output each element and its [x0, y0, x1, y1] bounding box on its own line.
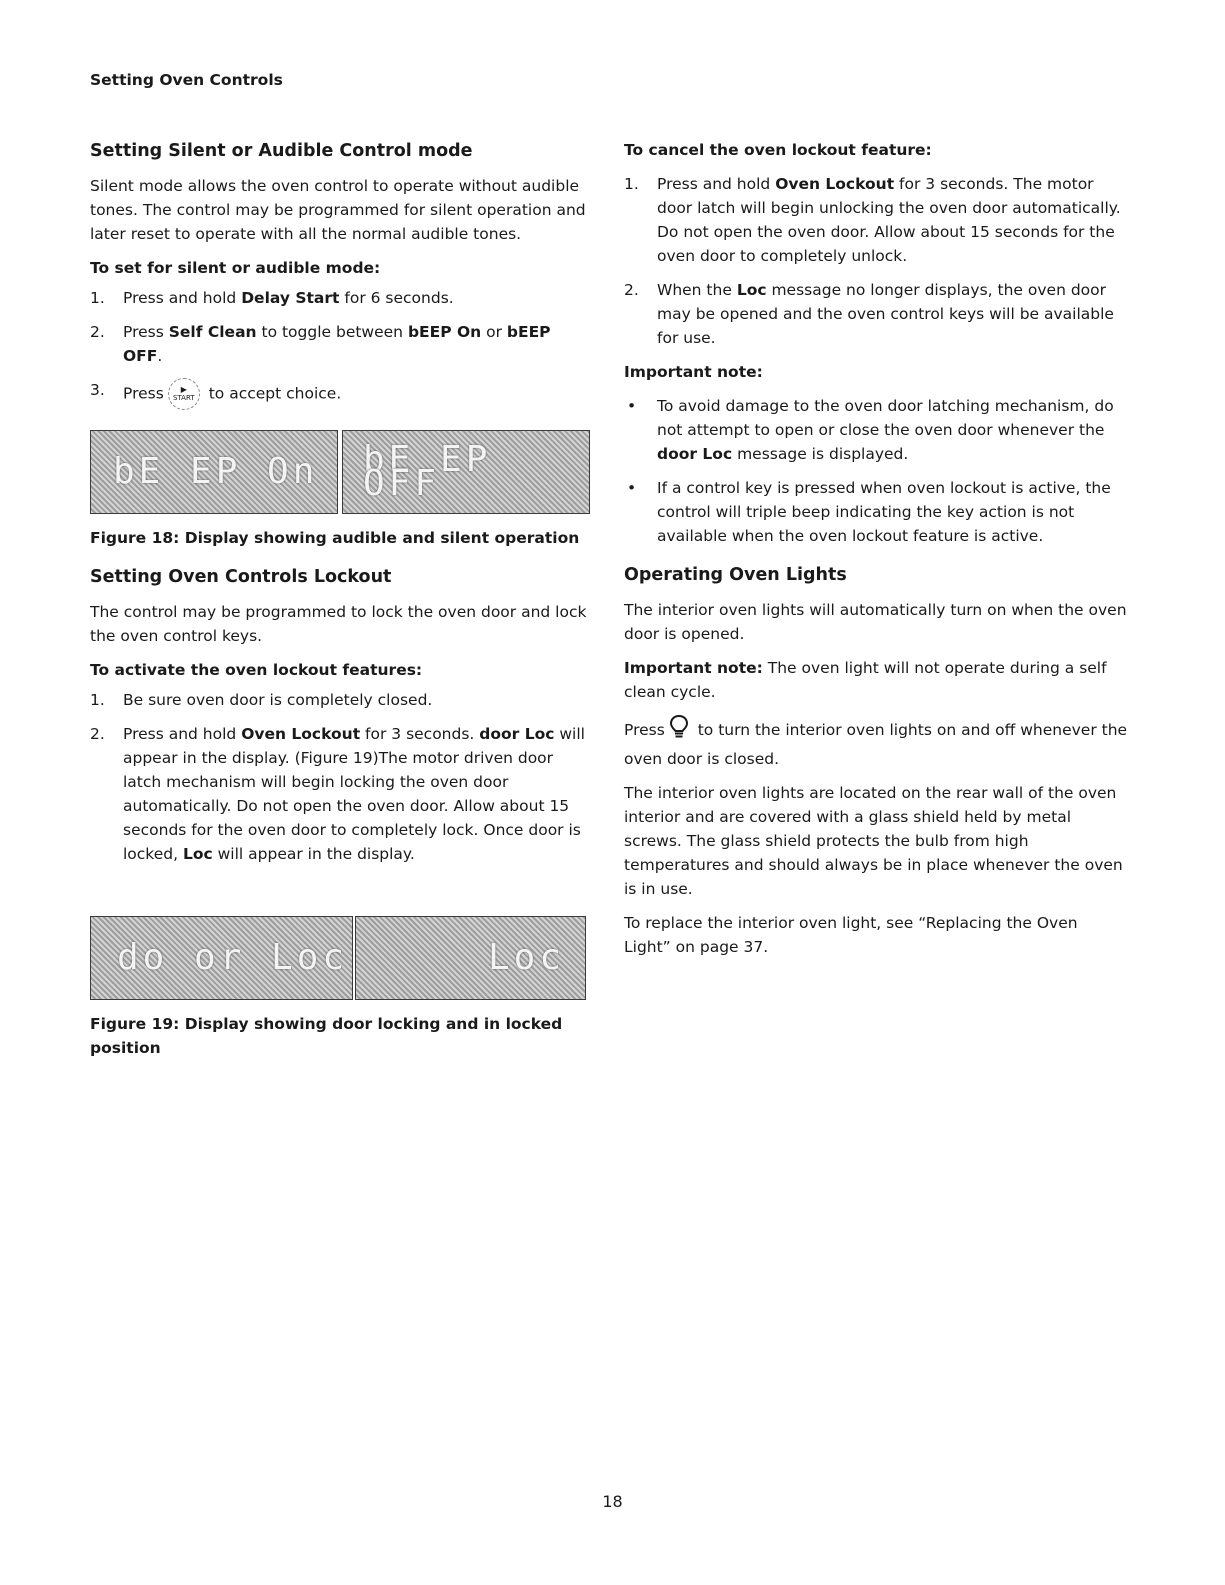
lights-paragraph-5: To replace the interior oven light, see “Replacing the Oven Light” on page 37. — [624, 914, 1078, 956]
display-loc — [355, 916, 586, 1000]
step-text: to accept choice. — [203, 384, 342, 403]
start-button-icon — [168, 378, 200, 410]
step-text: When the — [657, 281, 737, 299]
display-text: Loc — [182, 845, 213, 863]
step-text: or — [481, 323, 507, 341]
play-icon: ▶ — [180, 385, 187, 394]
step-number: 2. — [90, 323, 105, 341]
step-text: to toggle between — [256, 323, 408, 341]
heading-lockout: Setting Oven Controls Lockout — [90, 567, 392, 587]
step-number: 2. — [624, 281, 639, 299]
step-text: for 3 seconds. The motor door latch will begin unlocking the oven door automatically. Do not open the oven door. Allow about 15 seconds for the oven door to completely unlock. — [657, 175, 1121, 265]
note-text: The oven light will not operate during a self clean cycle. — [624, 659, 1107, 701]
running-head: Setting Oven Controls — [90, 71, 283, 89]
light-bulb-icon — [669, 714, 689, 747]
display-text: Loc — [736, 281, 767, 299]
lights-text: to turn the interior oven lights on and off whenever the oven door is closed. — [624, 721, 1128, 768]
step-text: Press and hold — [123, 725, 242, 743]
display-readout: do or Loc — [117, 937, 349, 978]
note-label: Important note: — [624, 659, 763, 677]
display-text: door Loc — [657, 445, 733, 463]
silent-mode-paragraph: Silent mode allows the oven control to operate without audible tones. The control may be programmed for silent operation and later reset to operate with all the normal audible tones. — [90, 177, 586, 243]
step-text: Press — [123, 323, 169, 341]
step-number: 1. — [90, 289, 105, 307]
left-column — [90, 138, 590, 1074]
key-name: Delay Start — [241, 289, 340, 307]
cancel-lockout-steps — [624, 172, 1129, 350]
list-item — [624, 278, 1129, 350]
key-name: Oven Lockout — [775, 175, 895, 193]
step-number: 1. — [90, 691, 105, 709]
list-item — [90, 688, 590, 712]
step-number: 2. — [90, 725, 105, 743]
start-button-label: START — [172, 394, 195, 402]
figure-18-displays — [90, 430, 590, 514]
step-text: Be sure oven door is completely closed. — [123, 691, 433, 709]
lights-paragraph-1: The interior oven lights will automatically turn on when the oven door is opened. — [624, 601, 1127, 643]
figure-19-caption: Figure 19: Display showing door locking and in locked position — [90, 1015, 563, 1057]
list-item — [90, 320, 590, 368]
display-text: bEEP On — [407, 323, 482, 341]
lights-text: Press — [624, 721, 665, 739]
display-readout: bE EP On — [113, 451, 319, 492]
key-name: Oven Lockout — [241, 725, 361, 743]
bullet-icon: • — [627, 479, 637, 497]
list-item — [624, 476, 1129, 548]
heading-silent-mode: Setting Silent or Audible Control mode — [90, 141, 473, 161]
step-text: will appear in the display. (Figure 19)The motor driven door latch mechanism will begin locking the oven door automatically. Do not open the oven door. Allow about 15 seconds for the oven door to completely lock. Once door is locked, — [123, 725, 585, 863]
page-number: 18 — [602, 1492, 623, 1511]
figure-18-caption: Figure 18: Display showing audible and silent operation — [90, 529, 580, 547]
list-item — [90, 722, 590, 866]
heading-oven-lights: Operating Oven Lights — [624, 565, 847, 585]
subheading-activate-lockout: To activate the oven lockout features: — [90, 661, 423, 679]
step-text: message no longer displays, the oven door may be opened and the oven control keys will be available for use. — [657, 281, 1114, 347]
subheading-important-note: Important note: — [624, 363, 763, 381]
note-text: If a control key is pressed when oven lockout is active, the control will triple beep indicating the key action is not available when the oven lockout feature is active. — [657, 479, 1111, 545]
display-text: bEEP OFF — [123, 323, 551, 365]
step-number: 3. — [90, 381, 105, 399]
display-readout: Loc — [487, 937, 565, 978]
step-text: will appear in the display. — [212, 845, 415, 863]
display-beep-on — [90, 430, 338, 514]
figure-19-displays — [90, 916, 590, 1000]
display-door-loc — [90, 916, 353, 1000]
key-name: Self Clean — [168, 323, 257, 341]
lockout-paragraph: The control may be programmed to lock the oven door and lock the oven control keys. — [90, 603, 587, 645]
display-beep-off — [342, 430, 590, 514]
list-item — [90, 378, 590, 410]
right-column — [624, 138, 1129, 969]
bullet-icon: • — [627, 397, 637, 415]
list-item — [624, 394, 1129, 466]
step-number: 1. — [624, 175, 639, 193]
step-text: for 6 seconds. — [339, 289, 454, 307]
display-readout: bE EP OFF — [363, 439, 492, 504]
lights-paragraph-3 — [624, 714, 1129, 771]
note-text: message is displayed. — [732, 445, 909, 463]
step-text: Press and hold — [123, 289, 242, 307]
step-text: Press and hold — [657, 175, 776, 193]
set-mode-steps — [90, 286, 590, 410]
step-text: Press — [123, 384, 164, 403]
step-text: for 3 seconds. — [360, 725, 480, 743]
subheading-cancel-lockout: To cancel the oven lockout feature: — [624, 141, 932, 159]
important-notes-list — [624, 394, 1129, 548]
activate-lockout-steps — [90, 688, 590, 866]
list-item — [90, 286, 590, 310]
step-text: . — [157, 347, 163, 365]
note-text: To avoid damage to the oven door latching mechanism, do not attempt to open or close the oven door whenever the — [657, 397, 1114, 439]
subheading-set-mode: To set for silent or audible mode: — [90, 259, 381, 277]
display-text: door Loc — [479, 725, 555, 743]
lights-paragraph-4: The interior oven lights are located on the rear wall of the oven interior and are covered with a glass shield held by metal screws. The glass shield protects the bulb from high temperatures and should always be in place whenever the oven is in use. — [624, 784, 1123, 898]
lights-paragraph-2 — [624, 656, 1129, 704]
list-item — [624, 172, 1129, 268]
